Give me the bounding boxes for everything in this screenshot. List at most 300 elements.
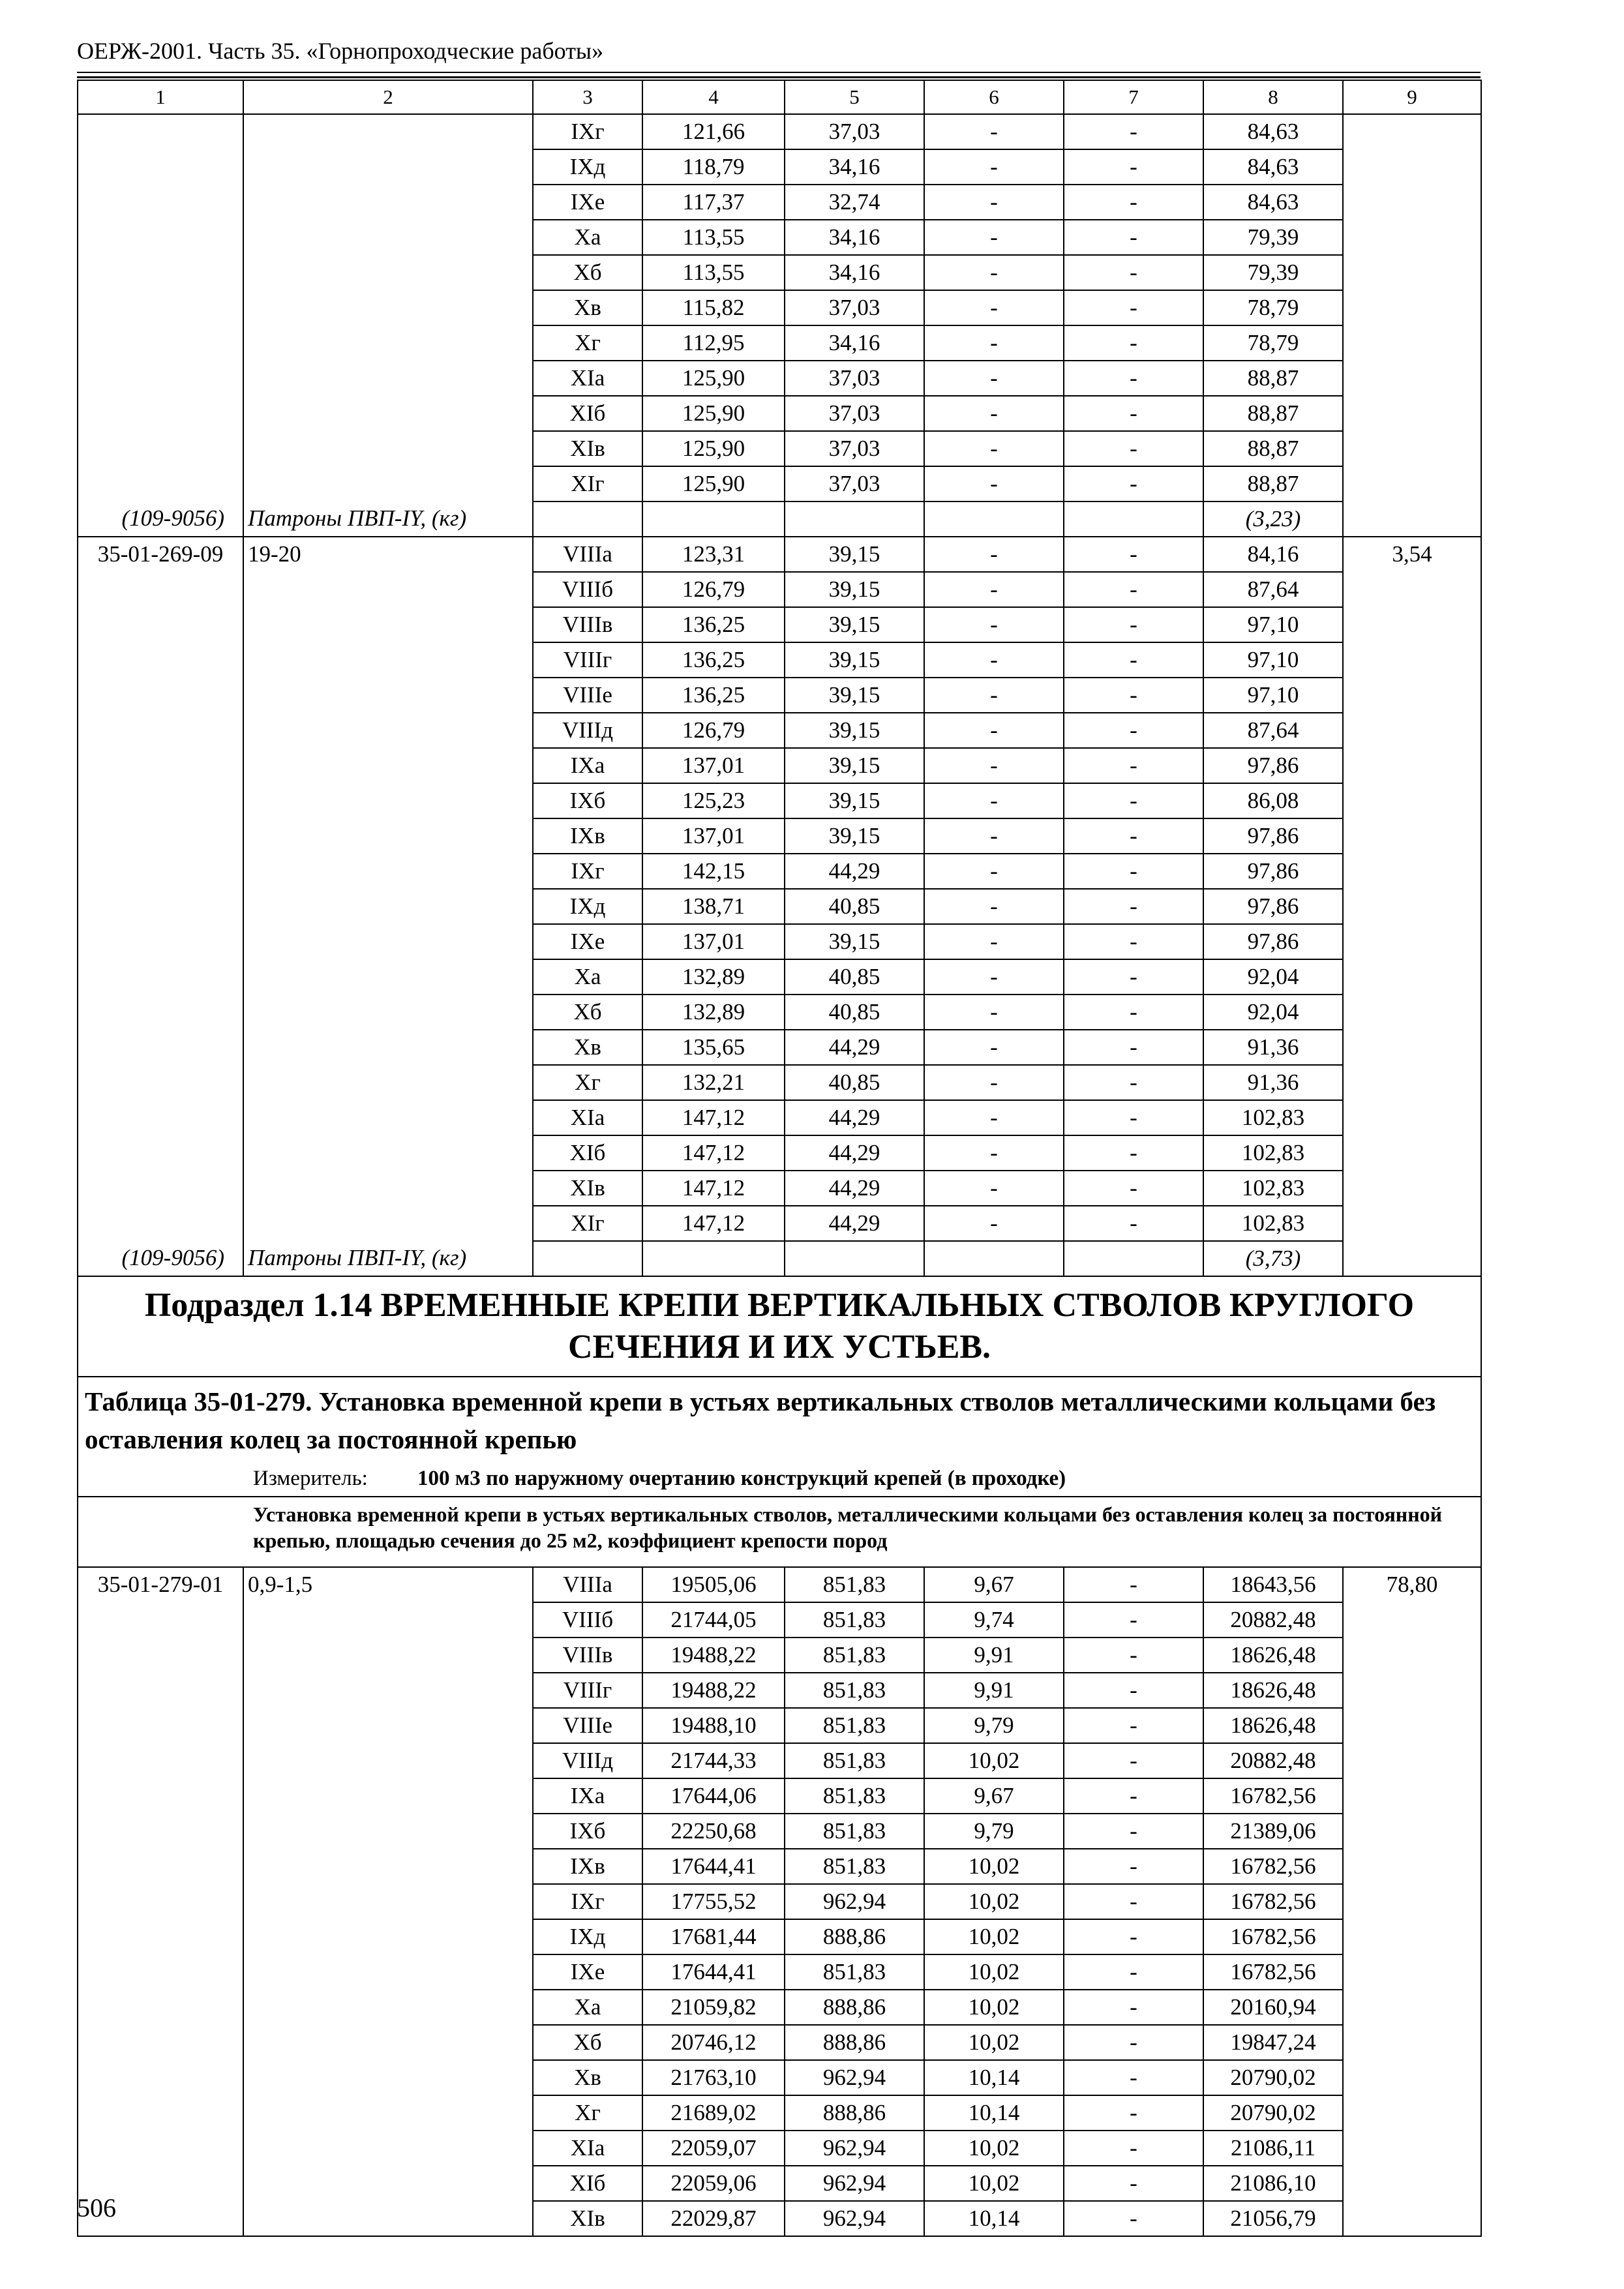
col9-cell [1343, 995, 1481, 1030]
parameter-cell [243, 2095, 533, 2131]
resource-code-cell [78, 2131, 243, 2166]
value-cell: - [1064, 2060, 1203, 2095]
value-cell: 10,02 [924, 1954, 1064, 1990]
value-cell: 17644,41 [642, 1849, 785, 1884]
measure-row [78, 1463, 1481, 1497]
resource-code-cell [78, 1743, 243, 1778]
table-row [78, 1567, 1481, 1602]
table-row [78, 1100, 1481, 1135]
table-row [78, 537, 1481, 572]
empty-cell [785, 501, 924, 537]
value-cell: - [1064, 114, 1203, 149]
value-cell: 34,16 [785, 220, 924, 255]
value-cell: - [1064, 959, 1203, 995]
value-cell: 21056,79 [1203, 2201, 1343, 2236]
value-cell: - [1064, 1065, 1203, 1100]
value-cell: 39,15 [785, 783, 924, 818]
resource-code-cell [78, 1708, 243, 1743]
material-quantity: (3,73) [1203, 1241, 1343, 1276]
resource-code-cell [78, 678, 243, 713]
table-row [78, 185, 1481, 220]
value-cell: - [924, 220, 1064, 255]
material-name: Патроны ПВП-IY, (кг) [243, 1241, 533, 1276]
value-cell: IXе [533, 1954, 642, 1990]
col9-cell [1343, 1884, 1481, 1919]
table-row [78, 889, 1481, 924]
table-row [78, 1708, 1481, 1743]
table-row [78, 290, 1481, 325]
resource-code-cell [78, 995, 243, 1030]
value-cell: - [1064, 1602, 1203, 1638]
value-cell: - [1064, 1743, 1203, 1778]
value-cell: XIб [533, 396, 642, 431]
value-cell: 138,71 [642, 889, 785, 924]
value-cell: 78,79 [1203, 325, 1343, 361]
value-cell: - [1064, 1100, 1203, 1135]
value-cell: 18643,56 [1203, 1567, 1343, 1602]
col9-cell [1343, 2131, 1481, 2166]
table-row [78, 713, 1481, 748]
resource-code-cell [78, 889, 243, 924]
table-row [78, 1030, 1481, 1065]
value-cell: - [924, 854, 1064, 889]
col9-cell [1343, 361, 1481, 396]
parameter-cell [243, 255, 533, 290]
value-cell: 20882,48 [1203, 1602, 1343, 1638]
parameter-cell [243, 783, 533, 818]
parameter-cell [243, 361, 533, 396]
empty-cell [924, 501, 1064, 537]
value-cell: 10,02 [924, 1849, 1064, 1884]
value-cell: 10,02 [924, 2131, 1064, 2166]
table-row [78, 114, 1481, 149]
value-cell: XIг [533, 466, 642, 501]
value-cell: 16782,56 [1203, 1778, 1343, 1814]
value-cell: - [1064, 889, 1203, 924]
value-cell: - [1064, 185, 1203, 220]
resource-code-cell [78, 642, 243, 678]
value-cell: 97,86 [1203, 924, 1343, 959]
empty-cell [924, 1241, 1064, 1276]
parameter-cell [243, 220, 533, 255]
value-cell: Xб [533, 2025, 642, 2060]
measure-value: 100 м3 по наружному очертанию конструкций крепей (в проходке) [417, 1467, 1066, 1490]
parameter-cell [243, 466, 533, 501]
value-cell: 136,25 [642, 642, 785, 678]
value-cell: 21744,05 [642, 1602, 785, 1638]
value-cell: - [1064, 678, 1203, 713]
resource-code-cell [78, 396, 243, 431]
rates-table [77, 80, 1482, 2237]
value-cell: 39,15 [785, 572, 924, 607]
column-number: 9 [1343, 80, 1481, 114]
col9-cell [1343, 713, 1481, 748]
column-number: 6 [924, 80, 1064, 114]
parameter-cell [243, 2025, 533, 2060]
value-cell: 21086,11 [1203, 2131, 1343, 2166]
parameter-cell [243, 854, 533, 889]
table-row [78, 220, 1481, 255]
resource-code-cell [78, 1814, 243, 1849]
col9-cell [1343, 2060, 1481, 2095]
value-cell: 962,94 [785, 2201, 924, 2236]
value-cell: 22250,68 [642, 1814, 785, 1849]
value-cell: 147,12 [642, 1171, 785, 1206]
value-cell: Xг [533, 2095, 642, 2131]
column-number: 3 [533, 80, 642, 114]
col9-cell [1343, 889, 1481, 924]
value-cell: 20160,94 [1203, 1990, 1343, 2025]
value-cell: - [1064, 1954, 1203, 1990]
col9-cell [1343, 1171, 1481, 1206]
value-cell: XIб [533, 2166, 642, 2201]
column-number-row [78, 80, 1481, 114]
value-cell: XIа [533, 1100, 642, 1135]
value-cell: XIг [533, 1206, 642, 1241]
value-cell: 851,83 [785, 1743, 924, 1778]
column-number: 5 [785, 80, 924, 114]
value-cell: 91,36 [1203, 1065, 1343, 1100]
table-row [78, 1743, 1481, 1778]
value-cell: 40,85 [785, 1065, 924, 1100]
value-cell: VIIIг [533, 642, 642, 678]
empty-cell [1064, 1241, 1203, 1276]
value-cell: 10,14 [924, 2060, 1064, 2095]
parameter-cell [243, 1708, 533, 1743]
value-cell: 22059,07 [642, 2131, 785, 2166]
value-cell: XIа [533, 361, 642, 396]
col9-cell [1343, 1206, 1481, 1241]
value-cell: 44,29 [785, 1135, 924, 1171]
value-cell: - [924, 713, 1064, 748]
col9-cell: 3,54 [1343, 537, 1481, 572]
value-cell: 88,87 [1203, 431, 1343, 466]
value-cell: 19488,22 [642, 1638, 785, 1673]
col9-cell [1343, 1814, 1481, 1849]
table-row [78, 678, 1481, 713]
value-cell: 19505,06 [642, 1567, 785, 1602]
value-cell: 9,91 [924, 1673, 1064, 1708]
parameter-cell [243, 713, 533, 748]
col9-cell [1343, 466, 1481, 501]
value-cell: - [924, 396, 1064, 431]
value-cell: VIIIе [533, 1708, 642, 1743]
col9-cell [1343, 924, 1481, 959]
table-row [78, 1884, 1481, 1919]
value-cell: 136,25 [642, 607, 785, 642]
col9-cell [1343, 959, 1481, 995]
col9-cell [1343, 1638, 1481, 1673]
table-row [78, 2095, 1481, 2131]
value-cell: XIв [533, 2201, 642, 2236]
resource-code-cell [78, 1849, 243, 1884]
value-cell: 102,83 [1203, 1171, 1343, 1206]
parameter-cell: 0,9-1,5 [243, 1567, 533, 1602]
value-cell: 123,31 [642, 537, 785, 572]
parameter-cell [243, 642, 533, 678]
value-cell: 19847,24 [1203, 2025, 1343, 2060]
parameter-cell [243, 818, 533, 854]
value-cell: 39,15 [785, 924, 924, 959]
value-cell: 97,86 [1203, 854, 1343, 889]
parameter-cell [243, 290, 533, 325]
material-name: Патроны ПВП-IY, (кг) [243, 501, 533, 537]
value-cell: - [924, 572, 1064, 607]
section-title-row [78, 1276, 1481, 1377]
measure-label: Измеритель: [253, 1467, 368, 1490]
value-cell: 20882,48 [1203, 1743, 1343, 1778]
value-cell: 21059,82 [642, 1990, 785, 2025]
value-cell: - [1064, 1030, 1203, 1065]
value-cell: 79,39 [1203, 255, 1343, 290]
table-row [78, 748, 1481, 783]
value-cell: 132,21 [642, 1065, 785, 1100]
parameter-cell [243, 185, 533, 220]
col9-cell [1343, 114, 1481, 149]
value-cell: - [924, 889, 1064, 924]
value-cell: 37,03 [785, 396, 924, 431]
value-cell: - [1064, 1638, 1203, 1673]
col9-cell [1343, 1849, 1481, 1884]
value-cell: 9,79 [924, 1814, 1064, 1849]
value-cell: 9,67 [924, 1567, 1064, 1602]
parameter-cell [243, 1849, 533, 1884]
resource-code-cell [78, 2060, 243, 2095]
value-cell: - [1064, 2025, 1203, 2060]
parameter-cell [243, 1100, 533, 1135]
value-cell: 851,83 [785, 1814, 924, 1849]
value-cell: 88,87 [1203, 396, 1343, 431]
value-cell: 34,16 [785, 255, 924, 290]
value-cell: - [1064, 1919, 1203, 1954]
col9-cell [1343, 2166, 1481, 2201]
value-cell: 17681,44 [642, 1919, 785, 1954]
parameter-cell [243, 325, 533, 361]
resource-code-cell [78, 572, 243, 607]
value-cell: - [1064, 149, 1203, 185]
value-cell: VIIIд [533, 713, 642, 748]
parameter-cell [243, 924, 533, 959]
table-row [78, 361, 1481, 396]
table-row [78, 1602, 1481, 1638]
resource-code-cell [78, 255, 243, 290]
parameter-cell [243, 889, 533, 924]
value-cell: - [924, 325, 1064, 361]
value-cell: VIIIе [533, 678, 642, 713]
value-cell: 40,85 [785, 995, 924, 1030]
parameter-cell [243, 2166, 533, 2201]
value-cell: 97,86 [1203, 889, 1343, 924]
table-row [78, 1065, 1481, 1100]
resource-code-cell [78, 1065, 243, 1100]
col9-cell [1343, 1990, 1481, 2025]
resource-code-cell [78, 1954, 243, 1990]
value-cell: 147,12 [642, 1135, 785, 1171]
table-row [78, 2201, 1481, 2236]
value-cell: 39,15 [785, 678, 924, 713]
col9-cell [1343, 396, 1481, 431]
material-note-row [78, 1241, 1481, 1276]
value-cell: 21389,06 [1203, 1814, 1343, 1849]
resource-code-cell [78, 854, 243, 889]
parameter-cell [243, 114, 533, 149]
value-cell: 40,85 [785, 959, 924, 995]
value-cell: Xв [533, 1030, 642, 1065]
parameter-cell [243, 396, 533, 431]
value-cell: IXе [533, 185, 642, 220]
value-cell: 91,36 [1203, 1030, 1343, 1065]
value-cell: - [1064, 220, 1203, 255]
value-cell: - [1064, 1567, 1203, 1602]
value-cell: 962,94 [785, 2166, 924, 2201]
col9-cell [1343, 1602, 1481, 1638]
value-cell: 84,16 [1203, 537, 1343, 572]
col9-cell [1343, 149, 1481, 185]
value-cell: - [924, 642, 1064, 678]
col9-cell [1343, 325, 1481, 361]
table-row [78, 396, 1481, 431]
value-cell: 32,74 [785, 185, 924, 220]
value-cell: 37,03 [785, 114, 924, 149]
parameter-cell [243, 1743, 533, 1778]
value-cell: 37,03 [785, 290, 924, 325]
value-cell: - [1064, 995, 1203, 1030]
col9-cell [1343, 431, 1481, 466]
value-cell: - [924, 431, 1064, 466]
rates-table-body [78, 80, 1481, 2236]
section-title: Подраздел 1.14 ВРЕМЕННЫЕ КРЕПИ ВЕРТИКАЛЬНЫХ СТВОЛОВ КРУГЛОГО СЕЧЕНИЯ И ИХ УСТЬЕВ. [78, 1276, 1481, 1377]
value-cell: 97,86 [1203, 818, 1343, 854]
parameter-cell [243, 431, 533, 466]
value-cell: 44,29 [785, 1206, 924, 1241]
value-cell: - [1064, 1171, 1203, 1206]
value-cell: 17755,52 [642, 1884, 785, 1919]
parameter-cell [243, 1778, 533, 1814]
col9-cell [1343, 748, 1481, 783]
value-cell: - [1064, 2166, 1203, 2201]
resource-code-cell [78, 361, 243, 396]
value-cell: 79,39 [1203, 220, 1343, 255]
value-cell: 84,63 [1203, 185, 1343, 220]
col9-cell [1343, 290, 1481, 325]
value-cell: 10,02 [924, 1919, 1064, 1954]
value-cell: XIв [533, 1171, 642, 1206]
table-row [78, 1135, 1481, 1171]
value-cell: - [1064, 396, 1203, 431]
column-number: 2 [243, 80, 533, 114]
value-cell: 10,02 [924, 2025, 1064, 2060]
value-cell: 86,08 [1203, 783, 1343, 818]
value-cell: 9,79 [924, 1708, 1064, 1743]
value-cell: - [1064, 572, 1203, 607]
column-number: 4 [642, 80, 785, 114]
value-cell: 88,87 [1203, 466, 1343, 501]
empty-cell [1343, 501, 1481, 537]
table-row [78, 2166, 1481, 2201]
value-cell: 39,15 [785, 607, 924, 642]
value-cell: 17644,06 [642, 1778, 785, 1814]
value-cell: 851,83 [785, 1954, 924, 1990]
col9-cell [1343, 818, 1481, 854]
parameter-cell [243, 1638, 533, 1673]
resource-code-cell [78, 1919, 243, 1954]
value-cell: - [924, 185, 1064, 220]
empty-cell [785, 1241, 924, 1276]
value-cell: - [924, 783, 1064, 818]
column-number: 8 [1203, 80, 1343, 114]
value-cell: 888,86 [785, 1919, 924, 1954]
value-cell: - [1064, 642, 1203, 678]
value-cell: 18626,48 [1203, 1638, 1343, 1673]
value-cell: - [1064, 255, 1203, 290]
value-cell: - [924, 537, 1064, 572]
table-row [78, 1849, 1481, 1884]
value-cell: 10,02 [924, 1743, 1064, 1778]
column-number: 1 [78, 80, 243, 114]
col9-cell [1343, 1919, 1481, 1954]
col9-cell [1343, 255, 1481, 290]
resource-code-cell [78, 431, 243, 466]
value-cell: 112,95 [642, 325, 785, 361]
value-cell: - [1064, 1814, 1203, 1849]
table-row [78, 1954, 1481, 1990]
value-cell: 9,91 [924, 1638, 1064, 1673]
parameter-cell [243, 1884, 533, 1919]
parameter-cell [243, 572, 533, 607]
table-row [78, 2025, 1481, 2060]
value-cell: 10,02 [924, 1884, 1064, 1919]
resource-code-cell [78, 149, 243, 185]
value-cell: - [924, 607, 1064, 642]
value-cell: 22059,06 [642, 2166, 785, 2201]
col9-cell [1343, 220, 1481, 255]
col9-cell [1343, 2025, 1481, 2060]
value-cell: - [1064, 607, 1203, 642]
resource-code-cell [78, 466, 243, 501]
material-code: (109-9056) [78, 501, 243, 537]
parameter-cell [243, 1919, 533, 1954]
table-row [78, 2131, 1481, 2166]
value-cell: 39,15 [785, 642, 924, 678]
page-header: ОЕРЖ-2001. Часть 35. «Горнопроходческие работы» [77, 38, 604, 64]
value-cell: 115,82 [642, 290, 785, 325]
parameter-cell [243, 149, 533, 185]
value-cell: - [1064, 1206, 1203, 1241]
table-row [78, 1171, 1481, 1206]
col9-cell [1343, 1708, 1481, 1743]
table-title: Таблица 35-01-279. Установка временной крепи в устьях вертикальных стволов металлическими кольцами без оставления колец за постоянной крепью [78, 1377, 1481, 1463]
value-cell: - [1064, 1778, 1203, 1814]
value-cell: 20746,12 [642, 2025, 785, 2060]
table-row [78, 642, 1481, 678]
value-cell: 20790,02 [1203, 2095, 1343, 2131]
table-row [78, 255, 1481, 290]
value-cell: 97,10 [1203, 678, 1343, 713]
table-row [78, 1673, 1481, 1708]
material-quantity: (3,23) [1203, 501, 1343, 537]
value-cell: - [1064, 1673, 1203, 1708]
value-cell: 16782,56 [1203, 1849, 1343, 1884]
value-cell: - [1064, 854, 1203, 889]
value-cell: - [924, 748, 1064, 783]
empty-cell [642, 501, 785, 537]
col9-cell [1343, 1954, 1481, 1990]
parameter-cell: 19-20 [243, 537, 533, 572]
value-cell: 102,83 [1203, 1135, 1343, 1171]
value-cell: 888,86 [785, 2095, 924, 2131]
resource-code-cell [78, 748, 243, 783]
table-row [78, 924, 1481, 959]
